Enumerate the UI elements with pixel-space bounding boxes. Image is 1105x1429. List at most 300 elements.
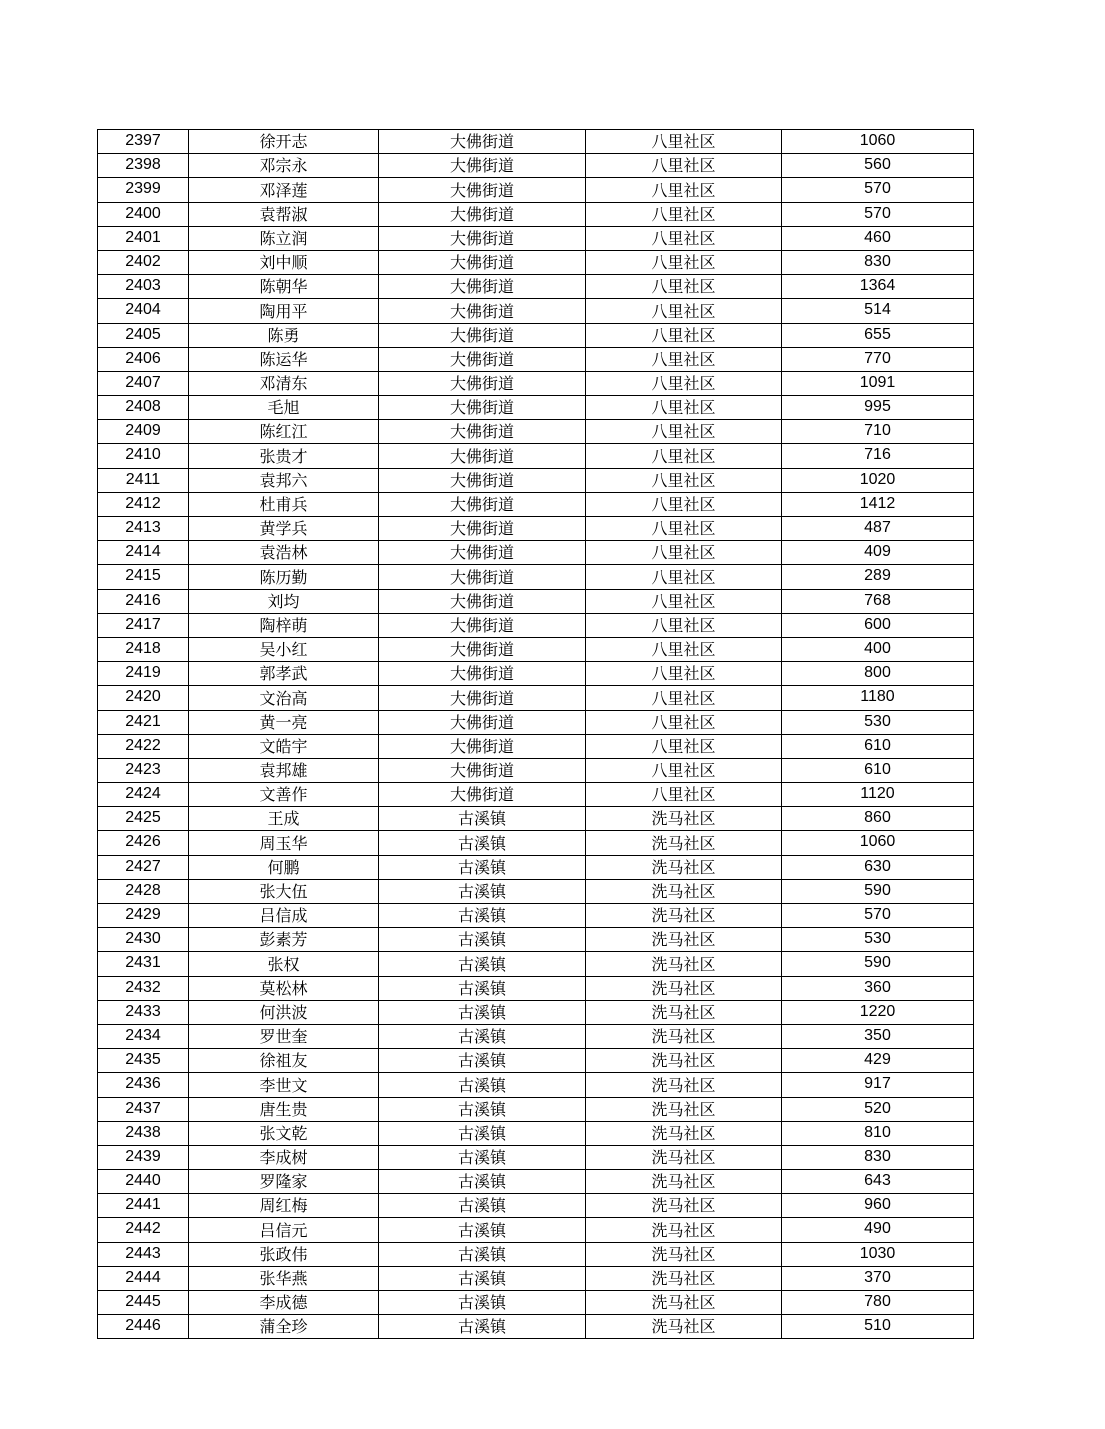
street-cell: 古溪镇 [379, 879, 586, 903]
row-number-cell: 2446 [98, 1315, 189, 1339]
street-cell: 大佛街道 [379, 541, 586, 565]
amount-cell: 780 [782, 1291, 974, 1315]
row-number-cell: 2405 [98, 323, 189, 347]
community-cell: 洗马社区 [586, 904, 782, 928]
amount-cell: 960 [782, 1194, 974, 1218]
street-cell: 大佛街道 [379, 275, 586, 299]
community-cell: 洗马社区 [586, 1073, 782, 1097]
row-number-cell: 2418 [98, 637, 189, 661]
table-row [98, 1194, 974, 1218]
amount-cell: 716 [782, 444, 974, 468]
community-cell: 八里社区 [586, 202, 782, 226]
row-number-cell: 2431 [98, 952, 189, 976]
community-cell: 洗马社区 [586, 1315, 782, 1339]
amount-cell: 360 [782, 976, 974, 1000]
row-number-cell: 2441 [98, 1194, 189, 1218]
row-number-cell: 2410 [98, 444, 189, 468]
row-number-cell: 2443 [98, 1242, 189, 1266]
community-cell: 八里社区 [586, 226, 782, 250]
table-row [98, 1266, 974, 1290]
community-cell: 八里社区 [586, 541, 782, 565]
amount-cell: 590 [782, 879, 974, 903]
row-number-cell: 2411 [98, 468, 189, 492]
table-row [98, 1145, 974, 1169]
table-row [98, 347, 974, 371]
row-number-cell: 2442 [98, 1218, 189, 1242]
community-cell: 洗马社区 [586, 976, 782, 1000]
amount-cell: 643 [782, 1170, 974, 1194]
community-cell: 八里社区 [586, 783, 782, 807]
street-cell: 古溪镇 [379, 1266, 586, 1290]
table-row [98, 420, 974, 444]
name-cell: 陈勇 [189, 323, 379, 347]
name-cell: 王成 [189, 807, 379, 831]
amount-cell: 630 [782, 855, 974, 879]
street-cell: 大佛街道 [379, 758, 586, 782]
table-row [98, 1170, 974, 1194]
street-cell: 大佛街道 [379, 613, 586, 637]
amount-cell: 810 [782, 1121, 974, 1145]
row-number-cell: 2429 [98, 904, 189, 928]
name-cell: 唐生贵 [189, 1097, 379, 1121]
street-cell: 大佛街道 [379, 202, 586, 226]
name-cell: 张文乾 [189, 1121, 379, 1145]
table-body [98, 130, 974, 1339]
street-cell: 大佛街道 [379, 468, 586, 492]
community-cell: 八里社区 [586, 492, 782, 516]
community-cell: 洗马社区 [586, 855, 782, 879]
street-cell: 大佛街道 [379, 686, 586, 710]
street-cell: 古溪镇 [379, 1242, 586, 1266]
community-cell: 八里社区 [586, 565, 782, 589]
street-cell: 古溪镇 [379, 976, 586, 1000]
name-cell: 周玉华 [189, 831, 379, 855]
community-cell: 洗马社区 [586, 952, 782, 976]
street-cell: 大佛街道 [379, 420, 586, 444]
community-cell: 洗马社区 [586, 831, 782, 855]
table-row [98, 734, 974, 758]
amount-cell: 570 [782, 178, 974, 202]
amount-cell: 830 [782, 1145, 974, 1169]
amount-cell: 429 [782, 1049, 974, 1073]
amount-cell: 289 [782, 565, 974, 589]
street-cell: 大佛街道 [379, 662, 586, 686]
row-number-cell: 2403 [98, 275, 189, 299]
community-cell: 八里社区 [586, 420, 782, 444]
community-cell: 八里社区 [586, 178, 782, 202]
table-row [98, 1242, 974, 1266]
name-cell: 袁帮淑 [189, 202, 379, 226]
row-number-cell: 2420 [98, 686, 189, 710]
data-table [97, 129, 974, 1339]
row-number-cell: 2419 [98, 662, 189, 686]
table-row [98, 589, 974, 613]
amount-cell: 1060 [782, 130, 974, 154]
street-cell: 古溪镇 [379, 1291, 586, 1315]
street-cell: 古溪镇 [379, 1000, 586, 1024]
community-cell: 八里社区 [586, 758, 782, 782]
name-cell: 刘均 [189, 589, 379, 613]
name-cell: 黄学兵 [189, 517, 379, 541]
street-cell: 古溪镇 [379, 1024, 586, 1048]
row-number-cell: 2445 [98, 1291, 189, 1315]
community-cell: 洗马社区 [586, 1266, 782, 1290]
name-cell: 陈红江 [189, 420, 379, 444]
street-cell: 大佛街道 [379, 347, 586, 371]
row-number-cell: 2414 [98, 541, 189, 565]
name-cell: 彭素芳 [189, 928, 379, 952]
street-cell: 古溪镇 [379, 928, 586, 952]
street-cell: 古溪镇 [379, 1049, 586, 1073]
table-row [98, 1291, 974, 1315]
street-cell: 大佛街道 [379, 323, 586, 347]
street-cell: 古溪镇 [379, 1097, 586, 1121]
amount-cell: 560 [782, 154, 974, 178]
name-cell: 郭孝武 [189, 662, 379, 686]
community-cell: 八里社区 [586, 468, 782, 492]
spreadsheet-sheet [97, 129, 974, 1339]
name-cell: 陈立润 [189, 226, 379, 250]
table-row [98, 758, 974, 782]
table-row [98, 275, 974, 299]
row-number-cell: 2408 [98, 396, 189, 420]
name-cell: 陈朝华 [189, 275, 379, 299]
row-number-cell: 2444 [98, 1266, 189, 1290]
name-cell: 袁邦六 [189, 468, 379, 492]
name-cell: 邓泽莲 [189, 178, 379, 202]
row-number-cell: 2422 [98, 734, 189, 758]
street-cell: 古溪镇 [379, 807, 586, 831]
amount-cell: 800 [782, 662, 974, 686]
table-row [98, 1073, 974, 1097]
amount-cell: 514 [782, 299, 974, 323]
name-cell: 吕信元 [189, 1218, 379, 1242]
amount-cell: 610 [782, 734, 974, 758]
row-number-cell: 2400 [98, 202, 189, 226]
row-number-cell: 2399 [98, 178, 189, 202]
table-row [98, 250, 974, 274]
amount-cell: 1180 [782, 686, 974, 710]
table-row [98, 976, 974, 1000]
street-cell: 古溪镇 [379, 1145, 586, 1169]
row-number-cell: 2440 [98, 1170, 189, 1194]
street-cell: 大佛街道 [379, 250, 586, 274]
name-cell: 陈历勤 [189, 565, 379, 589]
table-row [98, 831, 974, 855]
community-cell: 八里社区 [586, 686, 782, 710]
community-cell: 八里社区 [586, 444, 782, 468]
table-row [98, 662, 974, 686]
row-number-cell: 2436 [98, 1073, 189, 1097]
table-row [98, 517, 974, 541]
table-row [98, 202, 974, 226]
amount-cell: 490 [782, 1218, 974, 1242]
amount-cell: 1091 [782, 371, 974, 395]
table-row [98, 130, 974, 154]
community-cell: 八里社区 [586, 154, 782, 178]
street-cell: 大佛街道 [379, 710, 586, 734]
amount-cell: 1412 [782, 492, 974, 516]
name-cell: 徐开志 [189, 130, 379, 154]
street-cell: 古溪镇 [379, 952, 586, 976]
street-cell: 古溪镇 [379, 1315, 586, 1339]
amount-cell: 995 [782, 396, 974, 420]
name-cell: 文治高 [189, 686, 379, 710]
street-cell: 古溪镇 [379, 1218, 586, 1242]
community-cell: 洗马社区 [586, 1291, 782, 1315]
community-cell: 洗马社区 [586, 1194, 782, 1218]
name-cell: 张华燕 [189, 1266, 379, 1290]
row-number-cell: 2397 [98, 130, 189, 154]
name-cell: 张贵才 [189, 444, 379, 468]
amount-cell: 1020 [782, 468, 974, 492]
street-cell: 大佛街道 [379, 299, 586, 323]
row-number-cell: 2416 [98, 589, 189, 613]
amount-cell: 600 [782, 613, 974, 637]
row-number-cell: 2439 [98, 1145, 189, 1169]
table-row [98, 783, 974, 807]
amount-cell: 1030 [782, 1242, 974, 1266]
community-cell: 洗马社区 [586, 928, 782, 952]
row-number-cell: 2401 [98, 226, 189, 250]
row-number-cell: 2407 [98, 371, 189, 395]
table-row [98, 807, 974, 831]
amount-cell: 770 [782, 347, 974, 371]
row-number-cell: 2432 [98, 976, 189, 1000]
name-cell: 何鹏 [189, 855, 379, 879]
community-cell: 八里社区 [586, 613, 782, 637]
row-number-cell: 2426 [98, 831, 189, 855]
row-number-cell: 2433 [98, 1000, 189, 1024]
street-cell: 大佛街道 [379, 637, 586, 661]
name-cell: 袁邦雄 [189, 758, 379, 782]
amount-cell: 655 [782, 323, 974, 347]
community-cell: 洗马社区 [586, 1024, 782, 1048]
table-row [98, 686, 974, 710]
street-cell: 古溪镇 [379, 1073, 586, 1097]
amount-cell: 590 [782, 952, 974, 976]
table-row [98, 565, 974, 589]
amount-cell: 487 [782, 517, 974, 541]
table-row [98, 904, 974, 928]
community-cell: 洗马社区 [586, 1049, 782, 1073]
row-number-cell: 2409 [98, 420, 189, 444]
row-number-cell: 2424 [98, 783, 189, 807]
community-cell: 八里社区 [586, 347, 782, 371]
community-cell: 八里社区 [586, 323, 782, 347]
amount-cell: 350 [782, 1024, 974, 1048]
street-cell: 古溪镇 [379, 831, 586, 855]
community-cell: 洗马社区 [586, 879, 782, 903]
table-row [98, 371, 974, 395]
name-cell: 罗隆家 [189, 1170, 379, 1194]
name-cell: 文皓宇 [189, 734, 379, 758]
row-number-cell: 2413 [98, 517, 189, 541]
amount-cell: 917 [782, 1073, 974, 1097]
amount-cell: 1220 [782, 1000, 974, 1024]
community-cell: 洗马社区 [586, 1121, 782, 1145]
amount-cell: 370 [782, 1266, 974, 1290]
table-row [98, 613, 974, 637]
table-row [98, 492, 974, 516]
street-cell: 古溪镇 [379, 1170, 586, 1194]
amount-cell: 860 [782, 807, 974, 831]
table-row [98, 178, 974, 202]
street-cell: 大佛街道 [379, 154, 586, 178]
community-cell: 洗马社区 [586, 1170, 782, 1194]
name-cell: 张权 [189, 952, 379, 976]
table-row [98, 1218, 974, 1242]
community-cell: 洗马社区 [586, 1145, 782, 1169]
row-number-cell: 2438 [98, 1121, 189, 1145]
name-cell: 徐祖友 [189, 1049, 379, 1073]
amount-cell: 460 [782, 226, 974, 250]
street-cell: 大佛街道 [379, 226, 586, 250]
name-cell: 邓清东 [189, 371, 379, 395]
table-row [98, 855, 974, 879]
street-cell: 大佛街道 [379, 517, 586, 541]
amount-cell: 710 [782, 420, 974, 444]
name-cell: 何洪波 [189, 1000, 379, 1024]
name-cell: 陶梓萌 [189, 613, 379, 637]
community-cell: 八里社区 [586, 662, 782, 686]
row-number-cell: 2428 [98, 879, 189, 903]
street-cell: 大佛街道 [379, 130, 586, 154]
street-cell: 古溪镇 [379, 904, 586, 928]
street-cell: 大佛街道 [379, 783, 586, 807]
street-cell: 大佛街道 [379, 371, 586, 395]
name-cell: 罗世奎 [189, 1024, 379, 1048]
community-cell: 八里社区 [586, 371, 782, 395]
row-number-cell: 2417 [98, 613, 189, 637]
row-number-cell: 2412 [98, 492, 189, 516]
table-row [98, 1024, 974, 1048]
table-row [98, 541, 974, 565]
row-number-cell: 2421 [98, 710, 189, 734]
name-cell: 周红梅 [189, 1194, 379, 1218]
amount-cell: 1364 [782, 275, 974, 299]
row-number-cell: 2427 [98, 855, 189, 879]
table-row [98, 154, 974, 178]
community-cell: 八里社区 [586, 396, 782, 420]
street-cell: 大佛街道 [379, 444, 586, 468]
amount-cell: 570 [782, 202, 974, 226]
amount-cell: 570 [782, 904, 974, 928]
community-cell: 八里社区 [586, 275, 782, 299]
amount-cell: 768 [782, 589, 974, 613]
name-cell: 邓宗永 [189, 154, 379, 178]
amount-cell: 610 [782, 758, 974, 782]
name-cell: 毛旭 [189, 396, 379, 420]
name-cell: 陈运华 [189, 347, 379, 371]
street-cell: 大佛街道 [379, 396, 586, 420]
name-cell: 蒲全珍 [189, 1315, 379, 1339]
street-cell: 大佛街道 [379, 565, 586, 589]
community-cell: 八里社区 [586, 589, 782, 613]
table-row [98, 444, 974, 468]
name-cell: 李成树 [189, 1145, 379, 1169]
row-number-cell: 2415 [98, 565, 189, 589]
amount-cell: 1060 [782, 831, 974, 855]
street-cell: 大佛街道 [379, 734, 586, 758]
community-cell: 八里社区 [586, 637, 782, 661]
name-cell: 刘中顺 [189, 250, 379, 274]
table-row [98, 468, 974, 492]
community-cell: 洗马社区 [586, 1242, 782, 1266]
community-cell: 八里社区 [586, 130, 782, 154]
name-cell: 吴小红 [189, 637, 379, 661]
name-cell: 文善作 [189, 783, 379, 807]
table-row [98, 637, 974, 661]
amount-cell: 830 [782, 250, 974, 274]
row-number-cell: 2398 [98, 154, 189, 178]
row-number-cell: 2434 [98, 1024, 189, 1048]
amount-cell: 400 [782, 637, 974, 661]
table-row [98, 952, 974, 976]
amount-cell: 409 [782, 541, 974, 565]
amount-cell: 1120 [782, 783, 974, 807]
table-row [98, 396, 974, 420]
amount-cell: 520 [782, 1097, 974, 1121]
name-cell: 莫松林 [189, 976, 379, 1000]
table-row [98, 710, 974, 734]
table-row [98, 1315, 974, 1339]
table-row [98, 928, 974, 952]
community-cell: 八里社区 [586, 517, 782, 541]
street-cell: 古溪镇 [379, 1121, 586, 1145]
table-row [98, 1000, 974, 1024]
row-number-cell: 2404 [98, 299, 189, 323]
community-cell: 八里社区 [586, 710, 782, 734]
table-row [98, 1121, 974, 1145]
row-number-cell: 2425 [98, 807, 189, 831]
name-cell: 吕信成 [189, 904, 379, 928]
row-number-cell: 2402 [98, 250, 189, 274]
community-cell: 八里社区 [586, 250, 782, 274]
community-cell: 洗马社区 [586, 807, 782, 831]
street-cell: 大佛街道 [379, 178, 586, 202]
name-cell: 李世文 [189, 1073, 379, 1097]
amount-cell: 530 [782, 928, 974, 952]
community-cell: 八里社区 [586, 299, 782, 323]
amount-cell: 510 [782, 1315, 974, 1339]
name-cell: 袁浩林 [189, 541, 379, 565]
row-number-cell: 2406 [98, 347, 189, 371]
community-cell: 八里社区 [586, 734, 782, 758]
table-row [98, 1049, 974, 1073]
name-cell: 黄一亮 [189, 710, 379, 734]
name-cell: 张政伟 [189, 1242, 379, 1266]
community-cell: 洗马社区 [586, 1218, 782, 1242]
amount-cell: 530 [782, 710, 974, 734]
street-cell: 大佛街道 [379, 589, 586, 613]
name-cell: 李成德 [189, 1291, 379, 1315]
community-cell: 洗马社区 [586, 1097, 782, 1121]
table-row [98, 323, 974, 347]
street-cell: 古溪镇 [379, 855, 586, 879]
street-cell: 大佛街道 [379, 492, 586, 516]
row-number-cell: 2435 [98, 1049, 189, 1073]
community-cell: 洗马社区 [586, 1000, 782, 1024]
name-cell: 陶用平 [189, 299, 379, 323]
name-cell: 杜甫兵 [189, 492, 379, 516]
street-cell: 古溪镇 [379, 1194, 586, 1218]
table-row [98, 1097, 974, 1121]
row-number-cell: 2430 [98, 928, 189, 952]
name-cell: 张大伍 [189, 879, 379, 903]
table-row [98, 226, 974, 250]
row-number-cell: 2423 [98, 758, 189, 782]
